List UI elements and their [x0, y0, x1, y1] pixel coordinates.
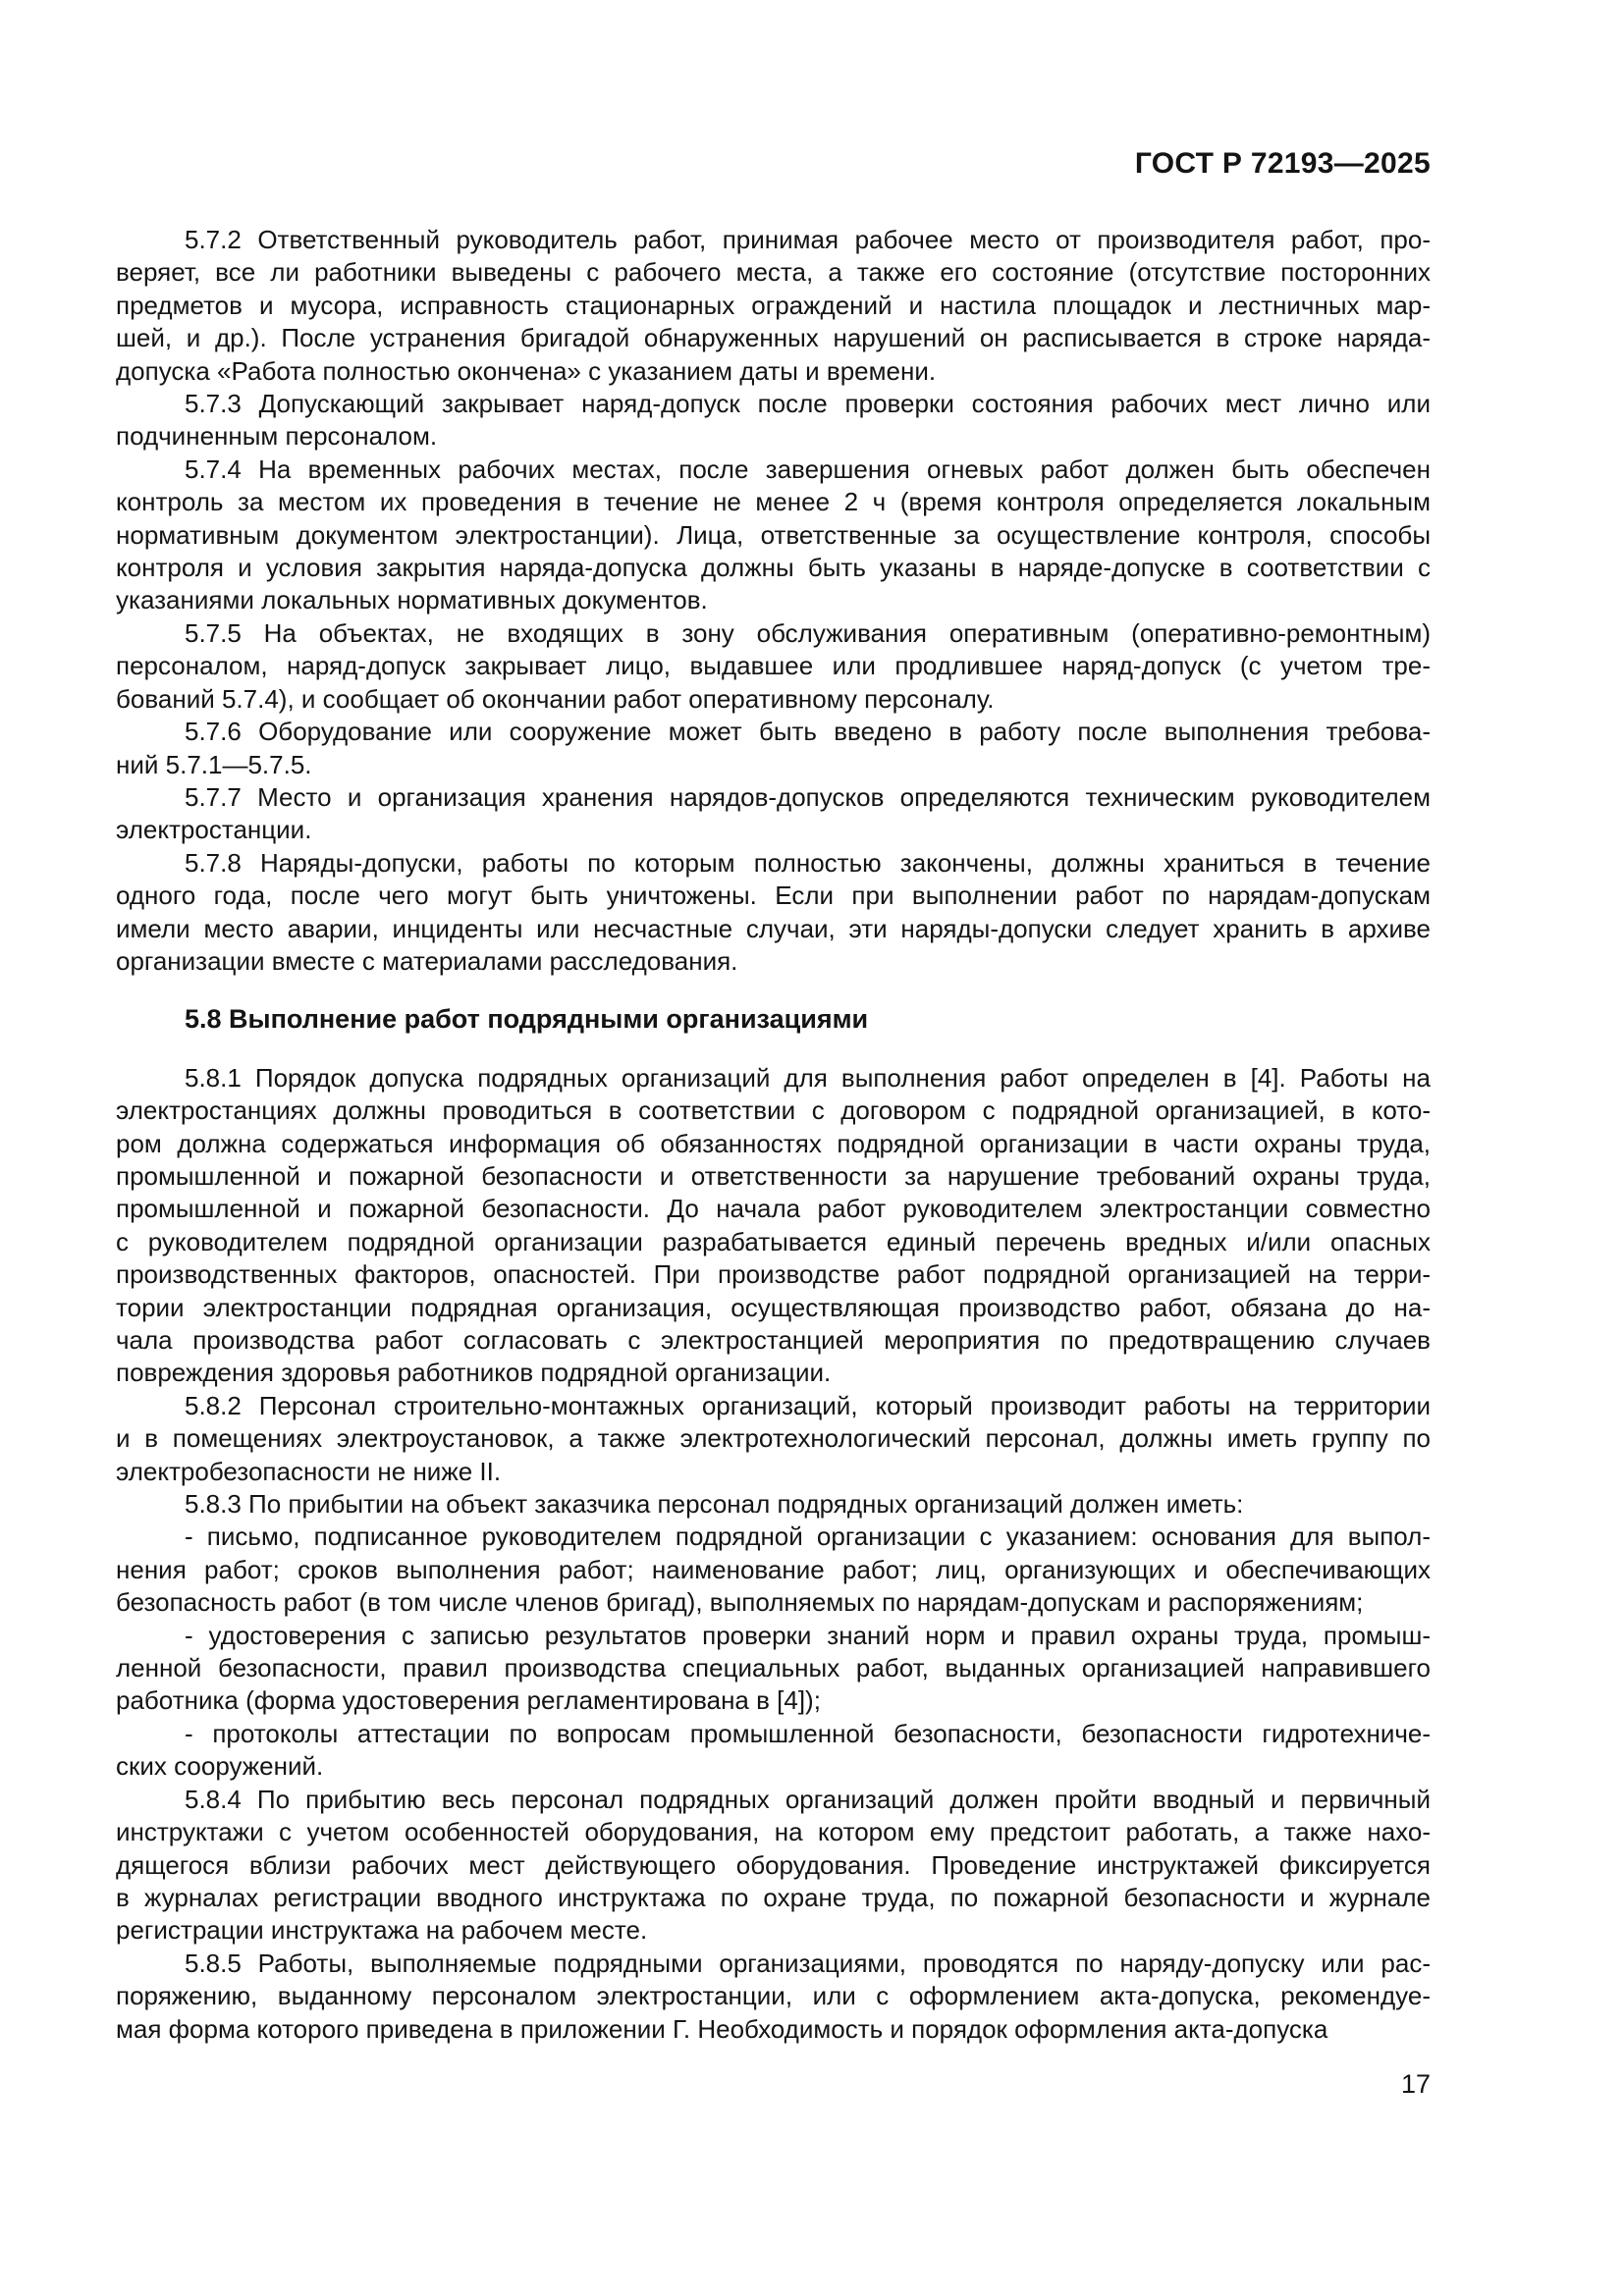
paragraph	[116, 1948, 1431, 2046]
text-line: тории электростанции подрядная организация, осуществляющая производство работ, обязана до на-	[116, 1292, 1431, 1322]
text-line: бований 5.7.4), и сообщает об окончании работ оперативному персоналу.	[116, 683, 995, 714]
text-line: персоналом, наряд-допуск закрывает лицо, выдавшее или продлившее наряд-допуск (с учетом тре-	[116, 651, 1431, 681]
text-line: регистрации инструктажа на рабочем месте.	[116, 1915, 648, 1946]
text-line: организации вместе с материалами расследования.	[116, 945, 738, 976]
text-line: работника (форма удостоверения регламентирована в [4]);	[116, 1685, 821, 1716]
text-line: электробезопасности не ниже II.	[116, 1456, 502, 1486]
text-line: поряжению, выданному персоналом электростанции, или с оформлением акта-допуска, рекомендуе-	[116, 1981, 1431, 2011]
text-line: производственных факторов, опасностей. При производстве работ подрядной организацией на терри-	[116, 1259, 1431, 1290]
text-line: 5.8.3 По прибытии на объект заказчика персонал подрядных организаций должен иметь:	[185, 1489, 1244, 1520]
text-line: допуска «Работа полностью окончена» с указанием даты и времени.	[116, 355, 937, 386]
text-line: предметов и мусора, исправность стационарных ограждений и настила площадок и лестничных мар-	[116, 290, 1431, 320]
text-line: указаниями локальных нормативных документов.	[116, 585, 708, 615]
text-line: с руководителем подрядной организации разрабатывается единый перечень вредных и/или опасных	[116, 1226, 1431, 1256]
text-line: - письмо, подписанное руководителем подрядной организации с указанием: основания для выпол-	[185, 1522, 1431, 1552]
page-number: 17	[1400, 2069, 1431, 2099]
text-line: 5.7.3 Допускающий закрывает наряд-допуск после проверки состояния рабочих мест лично или	[185, 389, 1431, 419]
paragraph	[116, 1521, 1431, 1619]
text-line: шей, и др.). После устранения бригадой обнаруженных нарушений он расписывается в строке наряда-	[116, 323, 1431, 353]
section-heading: 5.8 Выполнение работ подрядными организациями	[185, 1004, 869, 1035]
text-line: имели место аварии, инциденты или несчастные случаи, эти наряды-допуски следует хранить в архиве	[116, 913, 1431, 943]
text-line: инструктажи с учетом особенностей оборудования, на котором ему предстоит работать, а также нахо-	[116, 1817, 1431, 1847]
paragraph	[116, 454, 1431, 617]
text-line: чала производства работ согласовать с электростанцией мероприятия по предотвращению случаев	[116, 1325, 1431, 1355]
document-content	[116, 224, 1431, 2046]
text-line: веряет, все ли работники выведены с рабочего места, а также его состояние (отсутствие посторонних	[116, 257, 1431, 288]
text-line: 5.7.7 Место и организация хранения нарядов-допусков определяются техническим руководителем	[185, 781, 1431, 812]
text-line: 5.7.6 Оборудование или сооружение может быть введено в работу после выполнения требова-	[185, 717, 1431, 747]
text-line: безопасность работ (в том числе членов бригад), выполняемых по нарядам-допускам и распоряжениям;	[116, 1587, 1364, 1618]
text-line: ний 5.7.1—5.7.5.	[116, 749, 312, 779]
text-line: подчиненным персоналом.	[116, 421, 438, 452]
text-line: ром должна содержаться информация об обязанностях подрядной организации в части охраны труда,	[116, 1128, 1431, 1158]
paragraph	[116, 847, 1431, 979]
text-line: 5.8.4 По прибытию весь персонал подрядных организаций должен пройти вводный и первичный	[185, 1784, 1431, 1814]
text-line: 5.7.2 Ответственный руководитель работ, принимая рабочее место от производителя работ, про-	[185, 225, 1431, 254]
paragraph	[116, 716, 1431, 781]
paragraph	[116, 1488, 1431, 1521]
paragraph	[116, 1062, 1431, 1390]
text-line: 5.7.5 На объектах, не входящих в зону обслуживания оперативным (оперативно-ремонтным)	[185, 617, 1431, 648]
text-line: повреждения здоровья работников подрядной организации.	[116, 1358, 832, 1388]
text-line: - протоколы аттестации по вопросам промышленной безопасности, безопасности гидротехниче-	[185, 1718, 1431, 1748]
text-line: электростанциях должны проводиться в соответствии с договором с подрядной организацией, в кото-	[116, 1095, 1431, 1126]
text-line: - удостоверения с записью результатов проверки знаний норм и правил охраны труда, промыш-	[185, 1620, 1431, 1650]
text-line: контроль за местом их проведения в течение не менее 2 ч (время контроля определяется локальным	[116, 487, 1431, 517]
text-line: 5.8.1 Порядок допуска подрядных организаций для выполнения работ определен в [4]. Работы на	[185, 1062, 1431, 1093]
text-line: контроля и условия закрытия наряда-допуска должны быть указаны в наряде-допуске в соответствии с	[116, 553, 1431, 583]
paragraph	[116, 617, 1431, 716]
text-line: в журналах регистрации вводного инструктажа по охране труда, по пожарной безопасности и журнале	[116, 1882, 1431, 1912]
text-line: мая форма которого приведена в приложении Г. Необходимость и порядок оформления акта-допуска	[116, 2013, 1328, 2044]
text-line: дящегося вблизи рабочих мест действующего оборудования. Проведение инструктажей фиксируется	[116, 1849, 1431, 1880]
text-line: 5.8.5 Работы, выполняемые подрядными организациями, проводятся по наряду-допуску или рас-	[185, 1948, 1431, 1978]
text-line: ских сооружений.	[116, 1751, 324, 1782]
paragraph	[116, 224, 1431, 388]
text-line: 5.7.4 На временных рабочих местах, после завершения огневых работ должен быть обеспечен	[185, 454, 1431, 484]
text-line: одного года, после чего могут быть уничтожены. Если при выполнении работ по нарядам-допускам	[116, 881, 1431, 911]
text-line: и в помещениях электроустановок, а также электротехнологический персонал, должны иметь группу по	[116, 1423, 1431, 1454]
text-line: ленной безопасности, правил производства специальных работ, выданных организацией направившего	[116, 1653, 1431, 1683]
paragraph	[116, 1620, 1431, 1718]
running-header: ГОСТ Р 72193—2025	[1134, 147, 1431, 180]
text-line: 5.7.8 Наряды-допуски, работы по которым полностью закончены, должны храниться в течение	[185, 847, 1431, 878]
text-line: промышленной и пожарной безопасности. До начала работ руководителем электростанции совместно	[116, 1194, 1431, 1224]
text-line: нения работ; сроков выполнения работ; наименование работ; лиц, организующих и обеспечивающих	[116, 1554, 1431, 1584]
paragraph	[116, 1718, 1431, 1784]
text-line: промышленной и пожарной безопасности и ответственности за нарушение требований охраны труда,	[116, 1160, 1431, 1191]
paragraph	[116, 388, 1431, 454]
text-line: электростанции.	[116, 815, 312, 845]
paragraph	[116, 781, 1431, 847]
text-line: нормативным документом электростанции). Лица, ответственные за осуществление контроля, способы	[116, 519, 1431, 550]
paragraph	[116, 1784, 1431, 1948]
text-line: 5.8.2 Персонал строительно-монтажных организаций, который производит работы на территории	[185, 1390, 1431, 1420]
paragraph	[116, 1390, 1431, 1488]
